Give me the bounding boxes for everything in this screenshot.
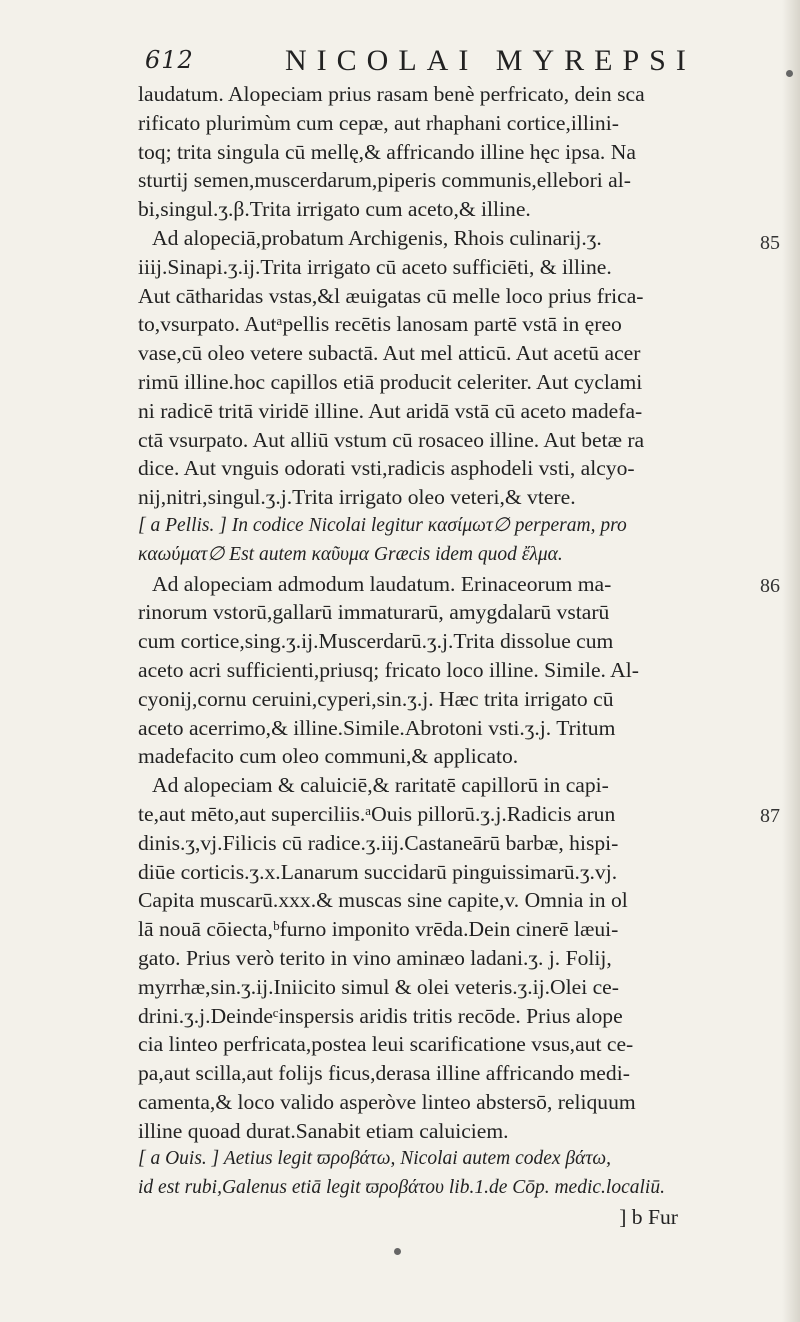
text-line: te,aut mēto,aut superciliis.ᵃOuis pillorū.ʒ.j.Radicis arun: [138, 801, 616, 826]
text-line: pa,aut scilla,aut folijs ficus,derasa illine affricando medi-: [138, 1061, 630, 1086]
text-line: iiij.Sinapi.ʒ.ij.Trita irrigato cū aceto sufficiēti, & illine.: [138, 254, 612, 279]
annotation-line: [ a Pellis. ] In codice Nicolai legitur κασίμωτ∅ perperam, pro: [138, 514, 627, 536]
text-line: camenta,& loco valido asperòve linteo abstersō, reliquum: [138, 1089, 636, 1114]
text-line: Ad alopeciam admodum laudatum. Erinaceorum ma-: [152, 571, 612, 596]
ink-spot-icon: [394, 1248, 401, 1255]
text-line: madefacito cum oleo communi,& applicato.: [138, 744, 519, 769]
annotation-line: καωύματ∅ Est autem καῦυμα Græcis idem quod ἔλμα.: [138, 543, 563, 565]
text-line: vase,cū oleo vetere subactā. Aut mel atticū. Aut acetū acer: [138, 341, 641, 366]
text-line: drini.ʒ.j.Deindeᶜinspersis aridis tritis recōde. Prius alope: [138, 1003, 623, 1028]
text-line: sturtij semen,muscerdarum,piperis communis,ellebori al-: [138, 168, 631, 193]
text-line: Ad alopeciam & caluiciē,& raritatē capillorū in capi-: [152, 773, 609, 798]
text-line: aceto acri sufficienti,priusq; fricato loco illine. Simile. Al-: [138, 657, 639, 682]
catchword: ] b Fur: [619, 1205, 678, 1230]
text-line: cyonij,cornu ceruini,cyperi,sin.ʒ.j. Hæc trita irrigato cū: [138, 686, 614, 711]
annotation-line: [ a Ouis. ] Aetius legit ϖροβάτω, Nicolai autem codex βάτω,: [138, 1148, 611, 1170]
margin-number: 86: [760, 575, 780, 597]
page-number: 612: [145, 46, 194, 74]
text-line: Aut cātharidas vstas,&l æuigatas cū melle loco prius frica-: [138, 283, 644, 308]
page-edge-shadow: [782, 0, 800, 1322]
text-line: gato. Prius verò terito in vino aminæo ladani.ʒ. j. Folij,: [138, 945, 612, 970]
running-head: NICOLAI MYREPSI: [285, 44, 696, 77]
text-line: aceto acerrimo,& illine.Simile.Abrotoni vsti.ʒ.j. Tritum: [138, 715, 616, 740]
text-line: rinorum vstorū,gallarū immaturarū, amygdalarū vstarū: [138, 600, 610, 625]
annotation-line: id est rubi,Galenus etiā legit ϖροβάτου lib.1.de Cōp. medic.localiū.: [138, 1177, 665, 1199]
text-body: [138, 80, 738, 1232]
margin-number: 85: [760, 232, 780, 254]
text-line: nij,nitri,singul.ʒ.j.Trita irrigato oleo veteri,& vtere.: [138, 485, 576, 510]
page-header: [145, 44, 705, 76]
text-line: to,vsurpato. Autᵃpellis recētis lanosam partē vstā in ęreo: [138, 312, 622, 337]
text-line: Capita muscarū.xxx.& muscas sine capite,v. Omnia in ol: [138, 888, 628, 913]
text-line: Ad alopeciā,probatum Archigenis, Rhois culinarij.ʒ.: [152, 225, 602, 250]
text-line: diūe corticis.ʒ.x.Lanarum succidarū pinguissimarū.ʒ.vj.: [138, 859, 618, 884]
text-line: laudatum. Alopeciam prius rasam benè perfricato, dein sca: [138, 82, 645, 106]
margin-number: 87: [760, 805, 780, 827]
text-line: dinis.ʒ,vj.Filicis cū radice.ʒ.iij.Castaneārū barbæ, hispi-: [138, 830, 619, 855]
text-line: rimū illine.hoc capillos etiā producit celeriter. Aut cyclami: [138, 369, 643, 394]
text-line: cum cortice,sing.ʒ.ij.Muscerdarū.ʒ.j.Trita dissolue cum: [138, 629, 614, 654]
text-line: bi,singul.ʒ.β.Trita irrigato cum aceto,& illine.: [138, 197, 531, 222]
text-line: cia linteo perfricata,postea leui scarificatione vsus,aut ce-: [138, 1032, 634, 1057]
text-line: ni radicē tritā viridē illine. Aut aridā vstā cū aceto madefa-: [138, 398, 643, 423]
text-line: myrrhæ,sin.ʒ.ij.Iniicito simul & olei veteris.ʒ.ij.Olei ce-: [138, 974, 619, 999]
text-line: rificato plurimùm cum cepæ, aut rhaphani cortice,illini-: [138, 110, 619, 135]
text-line: dice. Aut vnguis odorati vsti,radicis asphodeli vsti, alcyo-: [138, 456, 635, 481]
text-line: lā nouā cōiecta,ᵇfurno imponito vrēda.Dein cinerē læui-: [138, 917, 619, 942]
text-line: toq; trita singula cū mellę,& affricando illine hęc ipsa. Na: [138, 139, 636, 164]
text-line: ctā vsurpato. Aut alliū vstum cū rosaceo illine. Aut betæ ra: [138, 427, 645, 452]
text-line: illine quoad durat.Sanabit etiam caluiciem.: [138, 1118, 509, 1143]
